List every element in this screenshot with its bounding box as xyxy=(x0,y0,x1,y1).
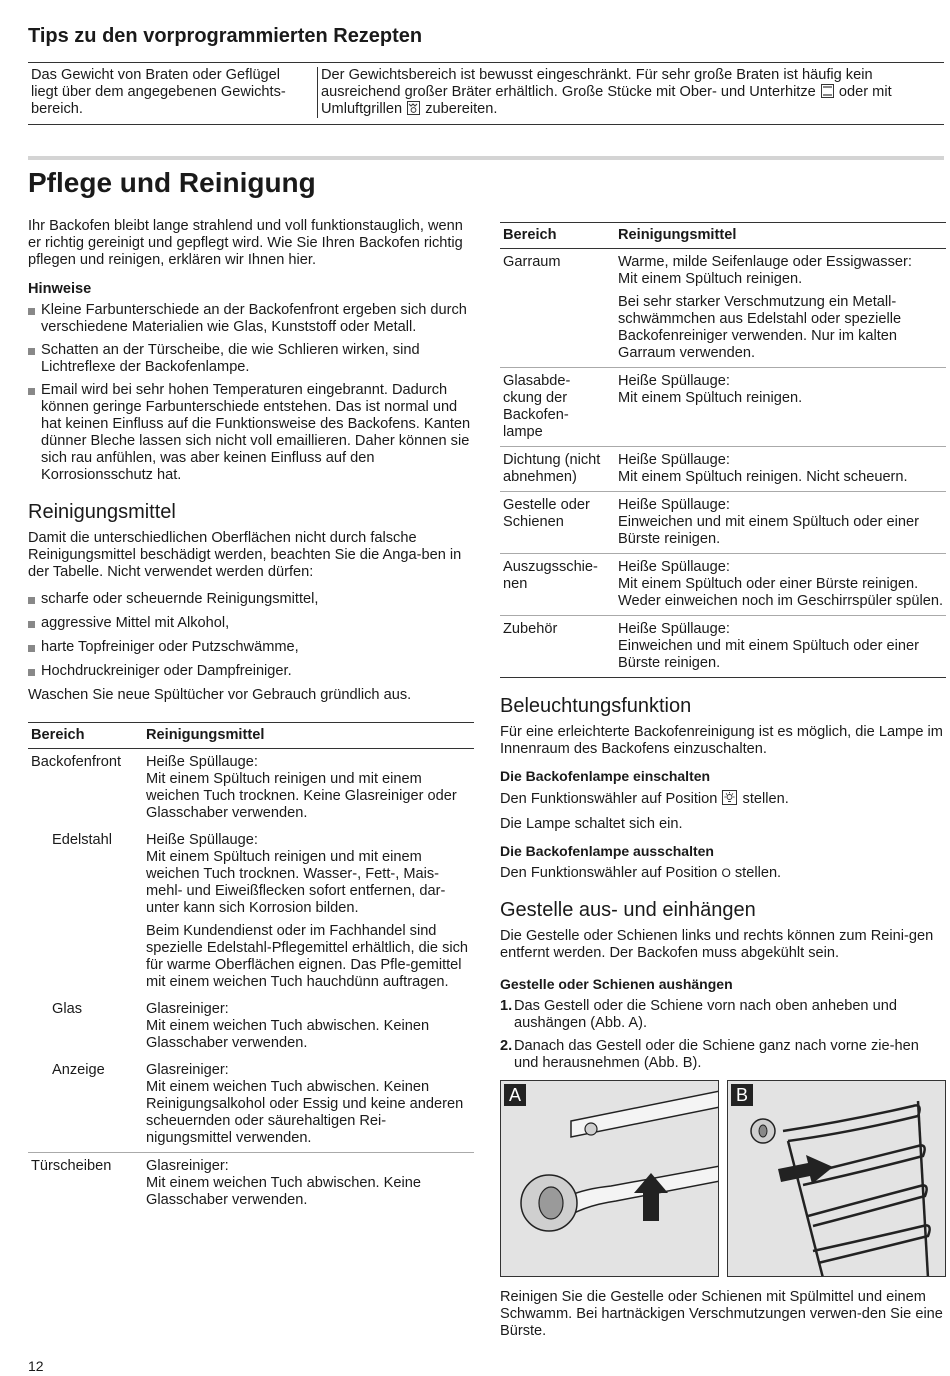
forbidden-item: scharfe oder scheuernde Reinigungsmittel, xyxy=(28,591,474,608)
tips-solution-part2: oder mit Umluftgrillen xyxy=(321,84,892,117)
table-row xyxy=(500,249,946,368)
figure-b xyxy=(727,1080,946,1277)
agent-text: Heiße Spüllauge: Mit einem Spültuch oder einer Bürste reinigen. Weder einweichen noch im Geschirrspüler spülen. xyxy=(618,559,944,609)
intro-text: Ihr Backofen bleibt lange strahlend und voll funktionstauglich, wenn er richtig gereinigt und gepflegt wird. Wie Sie Ihren Backofen richtig pflegen und reinigen, erklären wir Ihnen hier. xyxy=(28,218,463,268)
left-column xyxy=(28,218,474,1214)
lamp-off-heading: Die Backofenlampe ausschalten xyxy=(500,843,714,859)
table-row xyxy=(500,616,946,678)
table-header-area: Bereich xyxy=(500,223,615,249)
page-title: Pflege und Reinigung xyxy=(28,167,316,198)
figure-b-illustration xyxy=(728,1081,946,1277)
racks-closing: Reinigen Sie die Gestelle oder Schienen mit Spülmittel und einem Schwamm. Bei hartnäckigen Verschmutzungen verwen-den Sie eine Bürste. xyxy=(500,1289,943,1339)
lamp-on-instruction xyxy=(500,790,946,808)
tips-solution-part1: Der Gewichtsbereich ist bewusst eingeschränkt. Für sehr große Braten ist häufig kein ausreichend großer Bräter erhältlich. Große Stücke mit Ober- und Unterhitze xyxy=(321,67,873,100)
forbidden-item: aggressive Mittel mit Alkohol, xyxy=(28,615,474,632)
step-number: 1. xyxy=(500,998,513,1014)
figure-a xyxy=(500,1080,719,1277)
agent-text: Heiße Spüllauge: Mit einem Spültuch reinigen und mit einem weichen Tuch trocknen. Keine Glasreiniger oder Glasschaber verwenden. xyxy=(146,754,457,821)
table-row xyxy=(28,996,474,1057)
area-cell: Anzeige xyxy=(28,1057,143,1153)
agent-text: Beim Kundendienst oder im Fachhandel sind spezielle Edelstahl-Pflegemittel erhältlich, die sich für warme Oberflächen eignen. Das Pfle-gemittel mit einem weichen Tuch hauchdünn auftragen. xyxy=(146,923,469,990)
area-cell: Garraum xyxy=(500,249,615,368)
agent-cell xyxy=(143,1057,474,1153)
step-text: Danach das Gestell oder die Schiene ganz nach vorne zie-hen und herausnehmen (Abb. B). xyxy=(514,1038,919,1071)
agent-cell xyxy=(143,996,474,1057)
wash-note: Waschen Sie neue Spültücher vor Gebrauch gründlich aus. xyxy=(28,687,412,703)
cleaning-heading: Reinigungsmittel xyxy=(28,501,176,523)
area-cell: Auszugsschie- nen xyxy=(500,554,615,616)
area-cell: Zubehör xyxy=(500,616,615,678)
agent-text: Heiße Spüllauge: Einweichen und mit einem Spültuch oder einer Bürste reinigen. xyxy=(618,621,919,671)
agent-text: Bei sehr starker Verschmutzung ein Metall-schwämmchen aus Edelstahl oder spezielle Backofenreiniger verwenden. Nur im kalten Garraum verwenden. xyxy=(618,294,902,361)
hint-item: Schatten an der Türscheibe, die wie Schlieren wirken, sind Lichtreflexe der Backofenlampe. xyxy=(28,342,474,376)
table-header-agent: Reinigungsmittel xyxy=(143,723,474,749)
page-number: 12 xyxy=(28,1358,44,1374)
agent-text: Warme, milde Seifenlauge oder Essigwasser: Mit einem Spültuch reinigen. xyxy=(618,254,912,287)
agent-cell xyxy=(615,249,946,368)
area-cell: Gestelle oder Schienen xyxy=(500,492,615,554)
lamp-off-text-a: Den Funktionswähler auf Position xyxy=(500,865,718,881)
table-row xyxy=(500,447,946,492)
area-cell: Glasabde- ckung der Backofen- lampe xyxy=(500,368,615,447)
figure-a-label: A xyxy=(504,1084,526,1106)
hint-item: Kleine Farbunterschiede an der Backofenfront ergeben sich durch verschiedene Materialien wie Glas, Kunststoff oder Metall. xyxy=(28,302,474,336)
tips-problem: Das Gewicht von Braten oder Geflügel liegt über dem angegebenen Gewichts-bereich. xyxy=(28,67,318,118)
racks-heading: Gestelle aus- und einhängen xyxy=(500,899,756,921)
agent-cell xyxy=(143,827,474,996)
top-bottom-heat-icon xyxy=(821,84,834,98)
cleaning-intro: Damit die unterschiedlichen Oberflächen nicht durch falsche Reinigungsmittel beschädigt werden, beachten Sie die Anga-ben in der Tabelle. Nicht verwendet werden dürfen: xyxy=(28,530,462,580)
cleaning-table-left xyxy=(28,722,474,1214)
lamp-on-text-b: stellen. xyxy=(742,791,789,807)
cleaning-table-right xyxy=(500,222,946,678)
agent-text: Heiße Spüllauge: Einweichen und mit einem Spültuch oder einer Bürste reinigen. xyxy=(618,497,919,547)
hint-item: Email wird bei sehr hohen Temperaturen eingebrannt. Dadurch können geringe Farbunterschiede entstehen. Das ist normal und hat keinen Einfluss auf die Funktionsweise des Backofens. Kanten dünner Bleche lassen sich nicht voll emaillieren. Daher können sie sich rau anfühlen, was aber keinen Einfluss auf den Korrosionsschutz hat. xyxy=(28,382,474,484)
right-column xyxy=(500,222,946,1348)
table-row xyxy=(28,1153,474,1215)
racks-steps xyxy=(500,998,946,1072)
lighting-intro: Für eine erleichterte Backofenreinigung ist es möglich, die Lampe im Innenraum des Backofens einzuschalten. xyxy=(500,724,943,757)
tips-title: Tips zu den vorprogrammierten Rezepten xyxy=(28,25,423,47)
area-cell: Glas xyxy=(52,1001,83,1017)
forbidden-item: harte Topfreiniger oder Putzschwämme, xyxy=(28,639,474,656)
agent-cell xyxy=(615,492,946,554)
forbidden-item: Hochdruckreiniger oder Dampfreiniger. xyxy=(28,663,474,680)
agent-text: Glasreiniger: Mit einem weichen Tuch abwischen. Keinen Reinigungsalkohol oder Essig und keine anderen scheuernden oder säurehaltigen Rei-nigungsmittel verwenden. xyxy=(146,1062,464,1146)
tips-solution xyxy=(318,67,944,118)
agent-cell xyxy=(143,1153,474,1215)
area-cell: Türscheiben xyxy=(31,1158,112,1174)
tips-solution-part3: zubereiten. xyxy=(425,101,498,117)
table-row xyxy=(500,368,946,447)
lamp-on-result: Die Lampe schaltet sich ein. xyxy=(500,816,683,832)
forbidden-list xyxy=(28,591,474,680)
circulated-grill-icon xyxy=(407,101,420,115)
area-cell: Edelstahl xyxy=(52,832,113,848)
table-row xyxy=(500,554,946,616)
off-position-symbol: O xyxy=(721,866,731,880)
tips-table xyxy=(28,62,944,125)
lamp-off-instruction xyxy=(500,865,946,882)
agent-cell xyxy=(615,554,946,616)
lighting-heading: Beleuchtungsfunktion xyxy=(500,695,692,717)
step-item xyxy=(500,1038,946,1072)
racks-intro: Die Gestelle oder Schienen links und rechts können zum Reini-gen entfernt werden. Der Backofen muss abgekühlt sein. xyxy=(500,928,934,961)
table-row xyxy=(500,492,946,554)
area-cell: Dichtung (nicht abnehmen) xyxy=(500,447,615,492)
agent-cell xyxy=(615,616,946,678)
agent-text: Heiße Spüllauge: Mit einem Spültuch reinigen und mit einem weichen Tuch trocknen. Wasser-, Fett-, Mais-mehl- und Eiweißflecken sofort entfernen, dar-unter kann sich Korrosion bilden. xyxy=(146,832,446,916)
section-divider xyxy=(28,156,944,160)
agent-cell xyxy=(143,749,474,828)
agent-cell xyxy=(615,368,946,447)
table-header-agent: Reinigungsmittel xyxy=(615,223,946,249)
figure-b-label: B xyxy=(731,1084,753,1106)
lamp-on-text-a: Den Funktionswähler auf Position xyxy=(500,791,718,807)
area-cell: Backofenfront xyxy=(31,754,122,770)
step-number: 2. xyxy=(500,1038,513,1054)
tips-row xyxy=(28,63,944,124)
agent-cell xyxy=(615,447,946,492)
agent-text: Glasreiniger: Mit einem weichen Tuch abwischen. Keinen Glasschaber verwenden. xyxy=(146,1001,430,1051)
rack-figures xyxy=(500,1080,946,1277)
table-row xyxy=(28,827,474,996)
lamp-off-text-b: stellen. xyxy=(734,865,782,881)
hints-heading: Hinweise xyxy=(28,281,92,297)
agent-text: Heiße Spüllauge: Mit einem Spültuch reinigen. xyxy=(618,373,803,406)
lamp-on-heading: Die Backofenlampe einschalten xyxy=(500,768,711,784)
agent-text: Glasreiniger: Mit einem weichen Tuch abwischen. Keine Glasschaber verwenden. xyxy=(146,1158,421,1208)
racks-sub-heading: Gestelle oder Schienen aushängen xyxy=(500,976,733,992)
table-header-area: Bereich xyxy=(28,723,143,749)
step-item xyxy=(500,998,946,1032)
oven-lamp-icon xyxy=(722,790,737,805)
table-row xyxy=(28,749,474,828)
table-row xyxy=(28,1057,474,1153)
step-text: Das Gestell oder die Schiene vorn nach oben anheben und aushängen (Abb. A). xyxy=(514,998,897,1031)
agent-text: Heiße Spüllauge: Mit einem Spültuch reinigen. Nicht scheuern. xyxy=(618,452,908,485)
hints-list xyxy=(28,302,474,484)
figure-a-illustration xyxy=(501,1081,719,1277)
